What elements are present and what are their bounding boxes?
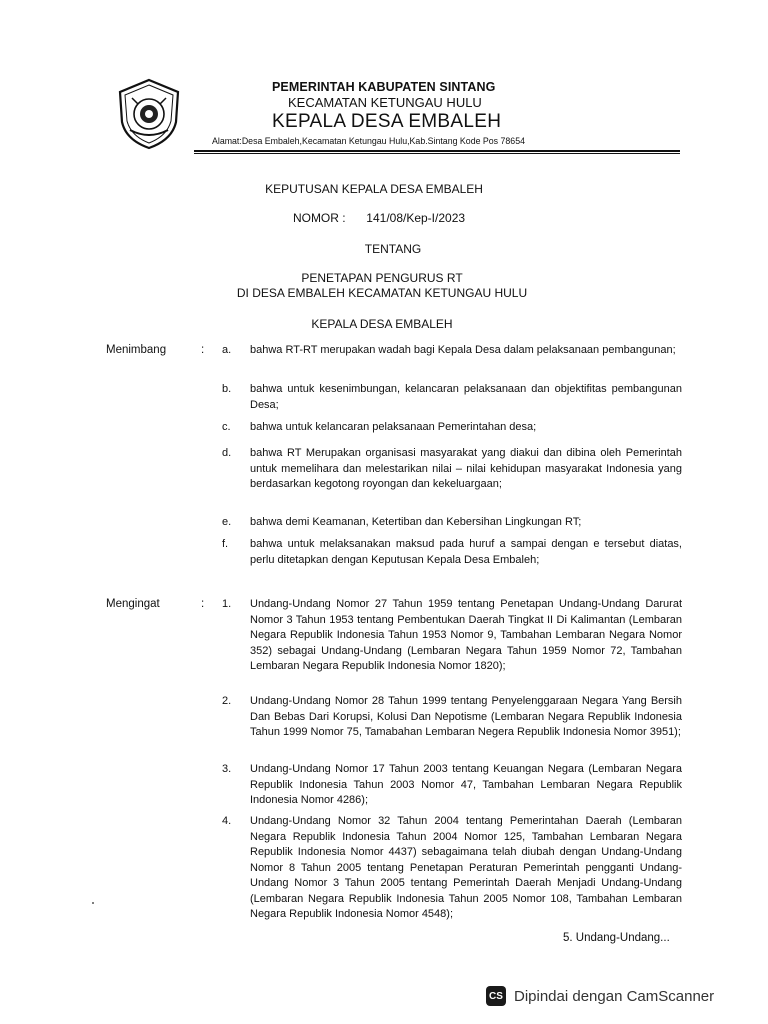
scan-speck — [92, 902, 94, 904]
page-continuation: 5. Undang-Undang... — [563, 932, 670, 944]
header-address: Alamat:Desa Embaleh,Kecamatan Ketungau Hulu,Kab.Sintang Kode Pos 78654 — [212, 136, 525, 146]
camscanner-logo-icon: CS — [486, 986, 506, 1006]
item-text: Undang-Undang Nomor 27 Tahun 1959 tentang Penetapan Undang-Undang Darurat Nomor 3 Tahun 1953 tentang Pembentukan Daerah Tingkat II Di Kalimantan (Lembaran Negara Republik Indonesia Tahun 1953 Nomor 9, Tambahan Lembaran Negara Nomor 352) sebagai Undang-Undang (Lembaran Negara Tahun 1959 Nomor 72, Tambahan Lembaran Negara Republik Indonesia Nomor 1820); — [250, 598, 682, 672]
item-text: Undang-Undang Nomor 17 Tahun 2003 tentang Keuangan Negara (Lembaran Negara Republik Indonesia Tahun 2003 Nomor 47, Tambahan Lembaran Negara Republik Indonesia Nomor 4286); — [250, 763, 682, 806]
item-marker: 1. — [222, 598, 232, 610]
letterhead-divider-thin — [194, 153, 680, 154]
item-text: bahwa untuk melaksanakan maksud pada huruf a sampai dengan e tersebut diatas, perlu ditetapkan dengan Keputusan Kepala Desa Embaleh; — [250, 538, 682, 566]
item-text: bahwa untuk kelancaran pelaksanaan Pemerintahan desa; — [250, 421, 537, 433]
item-text: bahwa untuk kesenimbungan, kelancaran pelaksanaan dan objektifitas pembangunan Desa; — [250, 383, 682, 411]
decree-issuer: KEPALA DESA EMBALEH — [311, 317, 453, 331]
decree-number-value: 141/08/Kep-I/2023 — [366, 211, 466, 225]
menimbang-item — [222, 515, 682, 531]
letterhead-divider — [194, 150, 680, 152]
menimbang-item — [222, 537, 682, 568]
menimbang-item — [222, 382, 682, 413]
header-district: KECAMATAN KETUNGAU HULU — [288, 95, 482, 110]
mengingat-item — [222, 762, 682, 809]
menimbang-item — [222, 420, 682, 436]
camscanner-watermark — [486, 986, 714, 1006]
item-text: bahwa demi Keamanan, Ketertiban dan Kebersihan Lingkungan RT; — [250, 516, 582, 528]
mengingat-item — [222, 694, 682, 741]
item-marker: a. — [222, 344, 232, 356]
decree-subject-line1: PENETAPAN PENGURUS RT — [301, 271, 463, 285]
item-marker: 3. — [222, 763, 232, 775]
menimbang-item — [222, 343, 682, 359]
decree-title: KEPUTUSAN KEPALA DESA EMBALEH — [265, 182, 483, 196]
mengingat-item — [222, 814, 682, 923]
menimbang-item — [222, 446, 682, 493]
menimbang-colon: : — [201, 344, 205, 356]
regency-emblem-icon — [116, 78, 182, 150]
item-marker: 4. — [222, 815, 232, 827]
mengingat-item — [222, 597, 682, 675]
decree-number — [0, 211, 763, 225]
header-government: PEMERINTAH KABUPATEN SINTANG — [272, 80, 496, 94]
camscanner-text: Dipindai dengan CamScanner — [514, 987, 715, 1005]
item-marker: c. — [222, 421, 231, 433]
item-text: bahwa RT-RT merupakan wadah bagi Kepala Desa dalam pelaksanaan pembangunan; — [250, 344, 676, 356]
tentang-heading: TENTANG — [364, 242, 422, 256]
menimbang-label: Menimbang — [106, 344, 167, 356]
mengingat-colon: : — [201, 598, 205, 610]
header-office: KEPALA DESA EMBALEH — [272, 111, 502, 132]
item-text: Undang-Undang Nomor 28 Tahun 1999 tentang Penyelenggaraan Negara Yang Bersih Dan Bebas Dari Korupsi, Kolusi Dan Nepotisme (Lembaran Negara Republik Indonesia Tahun 1999 Nomor 75, Tamabahan Lembaran Negera Republik Indonesia Nomor 3951); — [250, 695, 682, 738]
item-marker: b. — [222, 383, 232, 395]
mengingat-label: Mengingat — [106, 598, 160, 610]
item-marker: e. — [222, 516, 232, 528]
item-text: Undang-Undang Nomor 32 Tahun 2004 tentang Pemerintahan Daerah (Lembaran Negara Republik Indonesia Tahun 2004 Nomor 125, Tambahan Lembaran Negara Republik Indonesia Nomor 4437) sebagaimana telah diubah dengan Undang-Undang Nomor 8 Tahun 2005 tentang Penetapan Peraturan Pemerintah pengganti Undang-Undang Nomor 3 Tahun 2005 tentang Pemerintah Daerah Menjadi Undang-Undang (Lembaran Negara Republik Indonesia Tahun 2005 Nomor 108, Tambahan Lembaran Negara Republik Indonesia Nomor 4548); — [250, 815, 682, 920]
item-marker: 2. — [222, 695, 232, 707]
item-text: bahwa RT Merupakan organisasi masyarakat yang diakui dan dibina oleh Pemerintah untuk memelihara dan melestarikan nilai – nilai kehidupan masyarakat Indonesia yang berdasarkan kegotong royongan dan kekeluargaan; — [250, 447, 682, 490]
item-marker: f. — [222, 538, 229, 550]
item-marker: d. — [222, 447, 232, 459]
decree-number-label: NOMOR : — [292, 211, 346, 225]
decree-subject-line2: DI DESA EMBALEH KECAMATAN KETUNGAU HULU — [236, 286, 528, 300]
